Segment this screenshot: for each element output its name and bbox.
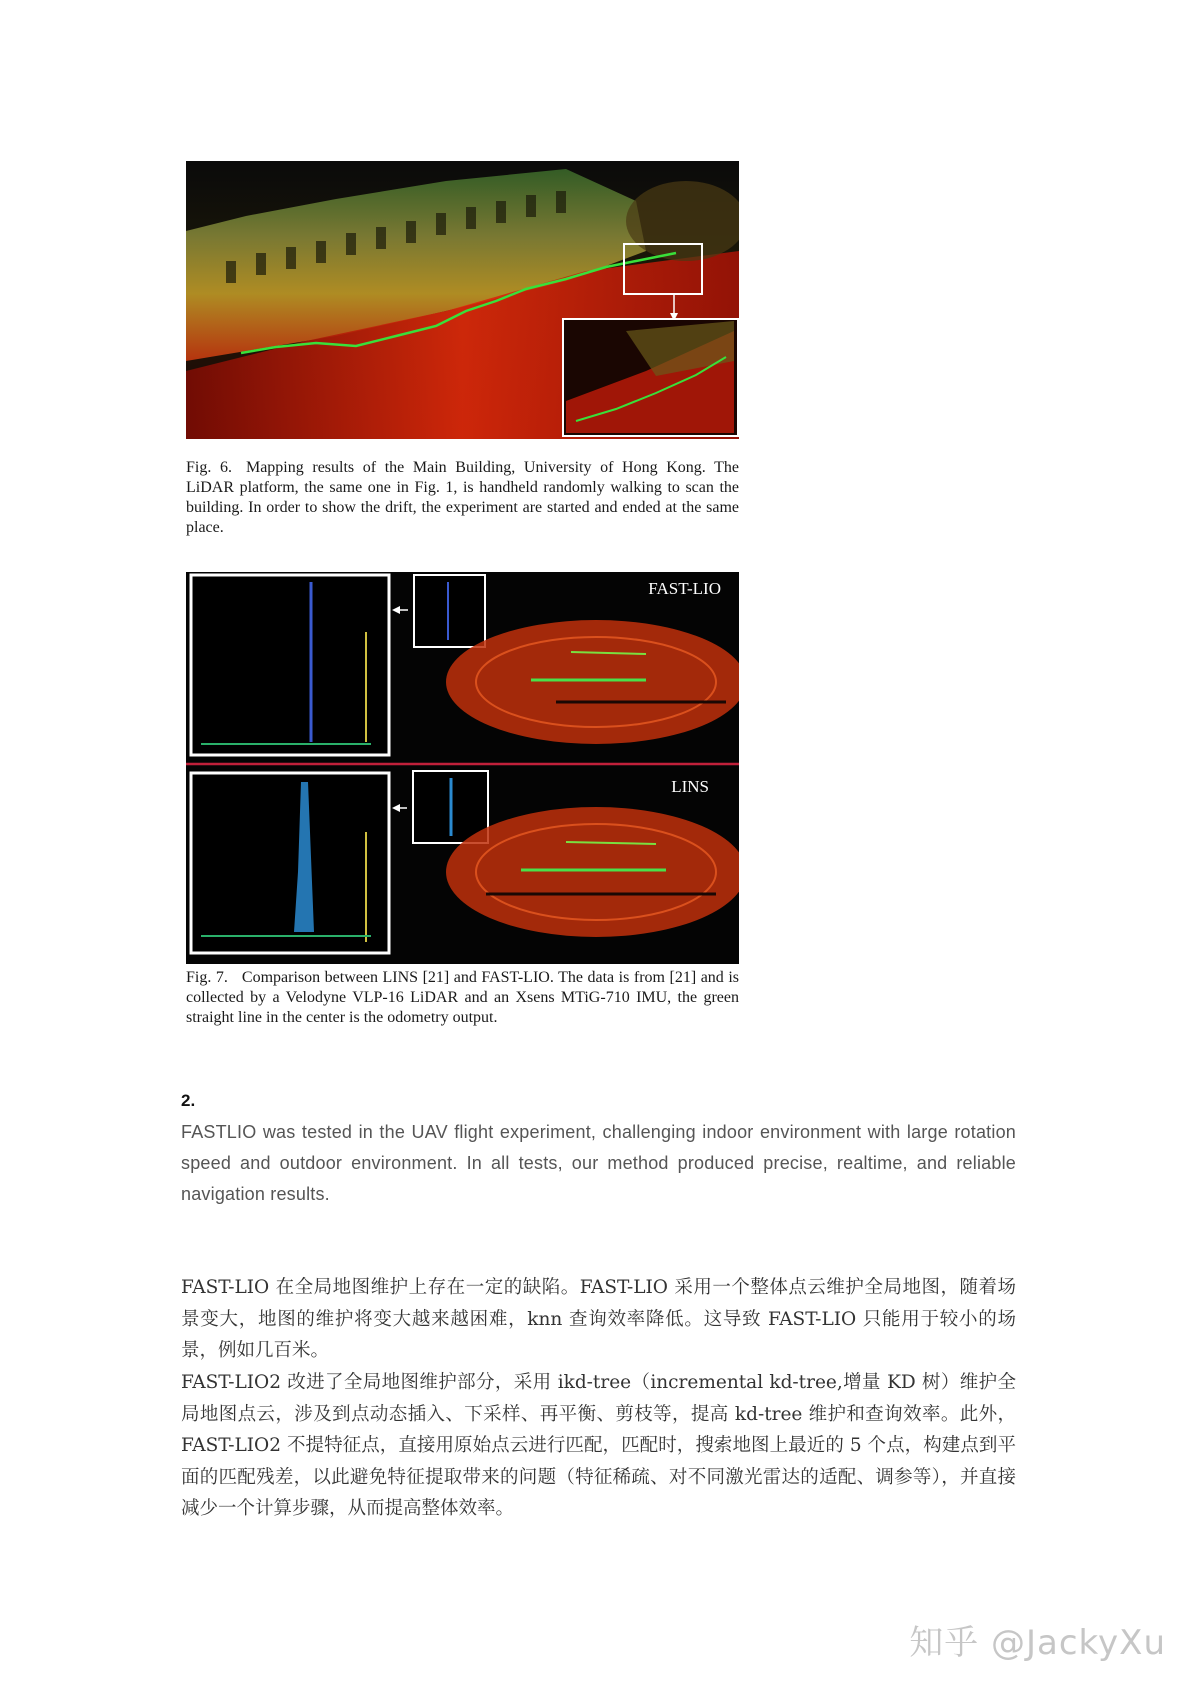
figure-7-label: Fig. 7. — [186, 969, 228, 986]
figure-6-label: Fig. 6. — [186, 459, 232, 476]
figure-6-image — [186, 161, 739, 439]
section-number: 2. — [181, 1091, 196, 1110]
figure-6-caption-text: Mapping results of the Main Building, University of Hong Kong. The LiDAR platform, the same one in Fig. 1, is handheld randomly walking to scan the building. In order to show the drift, the experiment are started and ended at the same place. — [186, 459, 739, 536]
chinese-paragraph-1: FAST-LIO 在全局地图维护上存在一定的缺陷。FAST-LIO 采用一个整体点云维护全局地图，随着场景变大，地图的维护将变大越来越困难，knn 查询效率降低。这导致 FAST-LIO 只能用于较小的场景，例如几百米。 — [181, 1277, 1016, 1361]
figure-7-caption — [186, 968, 739, 1028]
figure-7-caption-text: Comparison between LINS [21] and FAST-LIO. The data is from [21] and is collected by a Velodyne VLP-16 LiDAR and an Xsens MTiG-710 IMU, the green straight line in the center is the odometry output. — [186, 969, 740, 1026]
english-paragraph: FASTLIO was tested in the UAV flight experiment, challenging indoor environment with large rotation speed and outdoor environment. In all tests, our method produced precise, realtime, and reliable navigation results. — [181, 1122, 1016, 1204]
figure-6-pointcloud — [186, 161, 739, 439]
figure-7-pointcloud — [186, 572, 739, 964]
figure-6-caption — [186, 458, 739, 538]
lins-label: LINS — [671, 777, 709, 796]
chinese-paragraph-2: FAST-LIO2 改进了全局地图维护部分，采用 ikd-tree（incremental kd-tree,增量 KD 树）维护全局地图点云，涉及到点动态插入、下采样、再平衡、剪枝等，提高 kd-tree 维护和查询效率。此外，FAST-LIO2 不提特征点，直接用原始点云进行匹配，匹配时，搜索地图上最近的 5 个点，构建点到平面的匹配残差，以此避免特征提取带来的问题（特征稀疏、对不同激光雷达的适配、调参等），并直接减少一个计算步骤，从而提高整体效率。 — [181, 1372, 1016, 1519]
fast-lio-label: FAST-LIO — [648, 579, 721, 598]
zhihu-watermark: 知乎 @JackyXu — [909, 1623, 1166, 1663]
figure-7-image — [186, 572, 739, 964]
